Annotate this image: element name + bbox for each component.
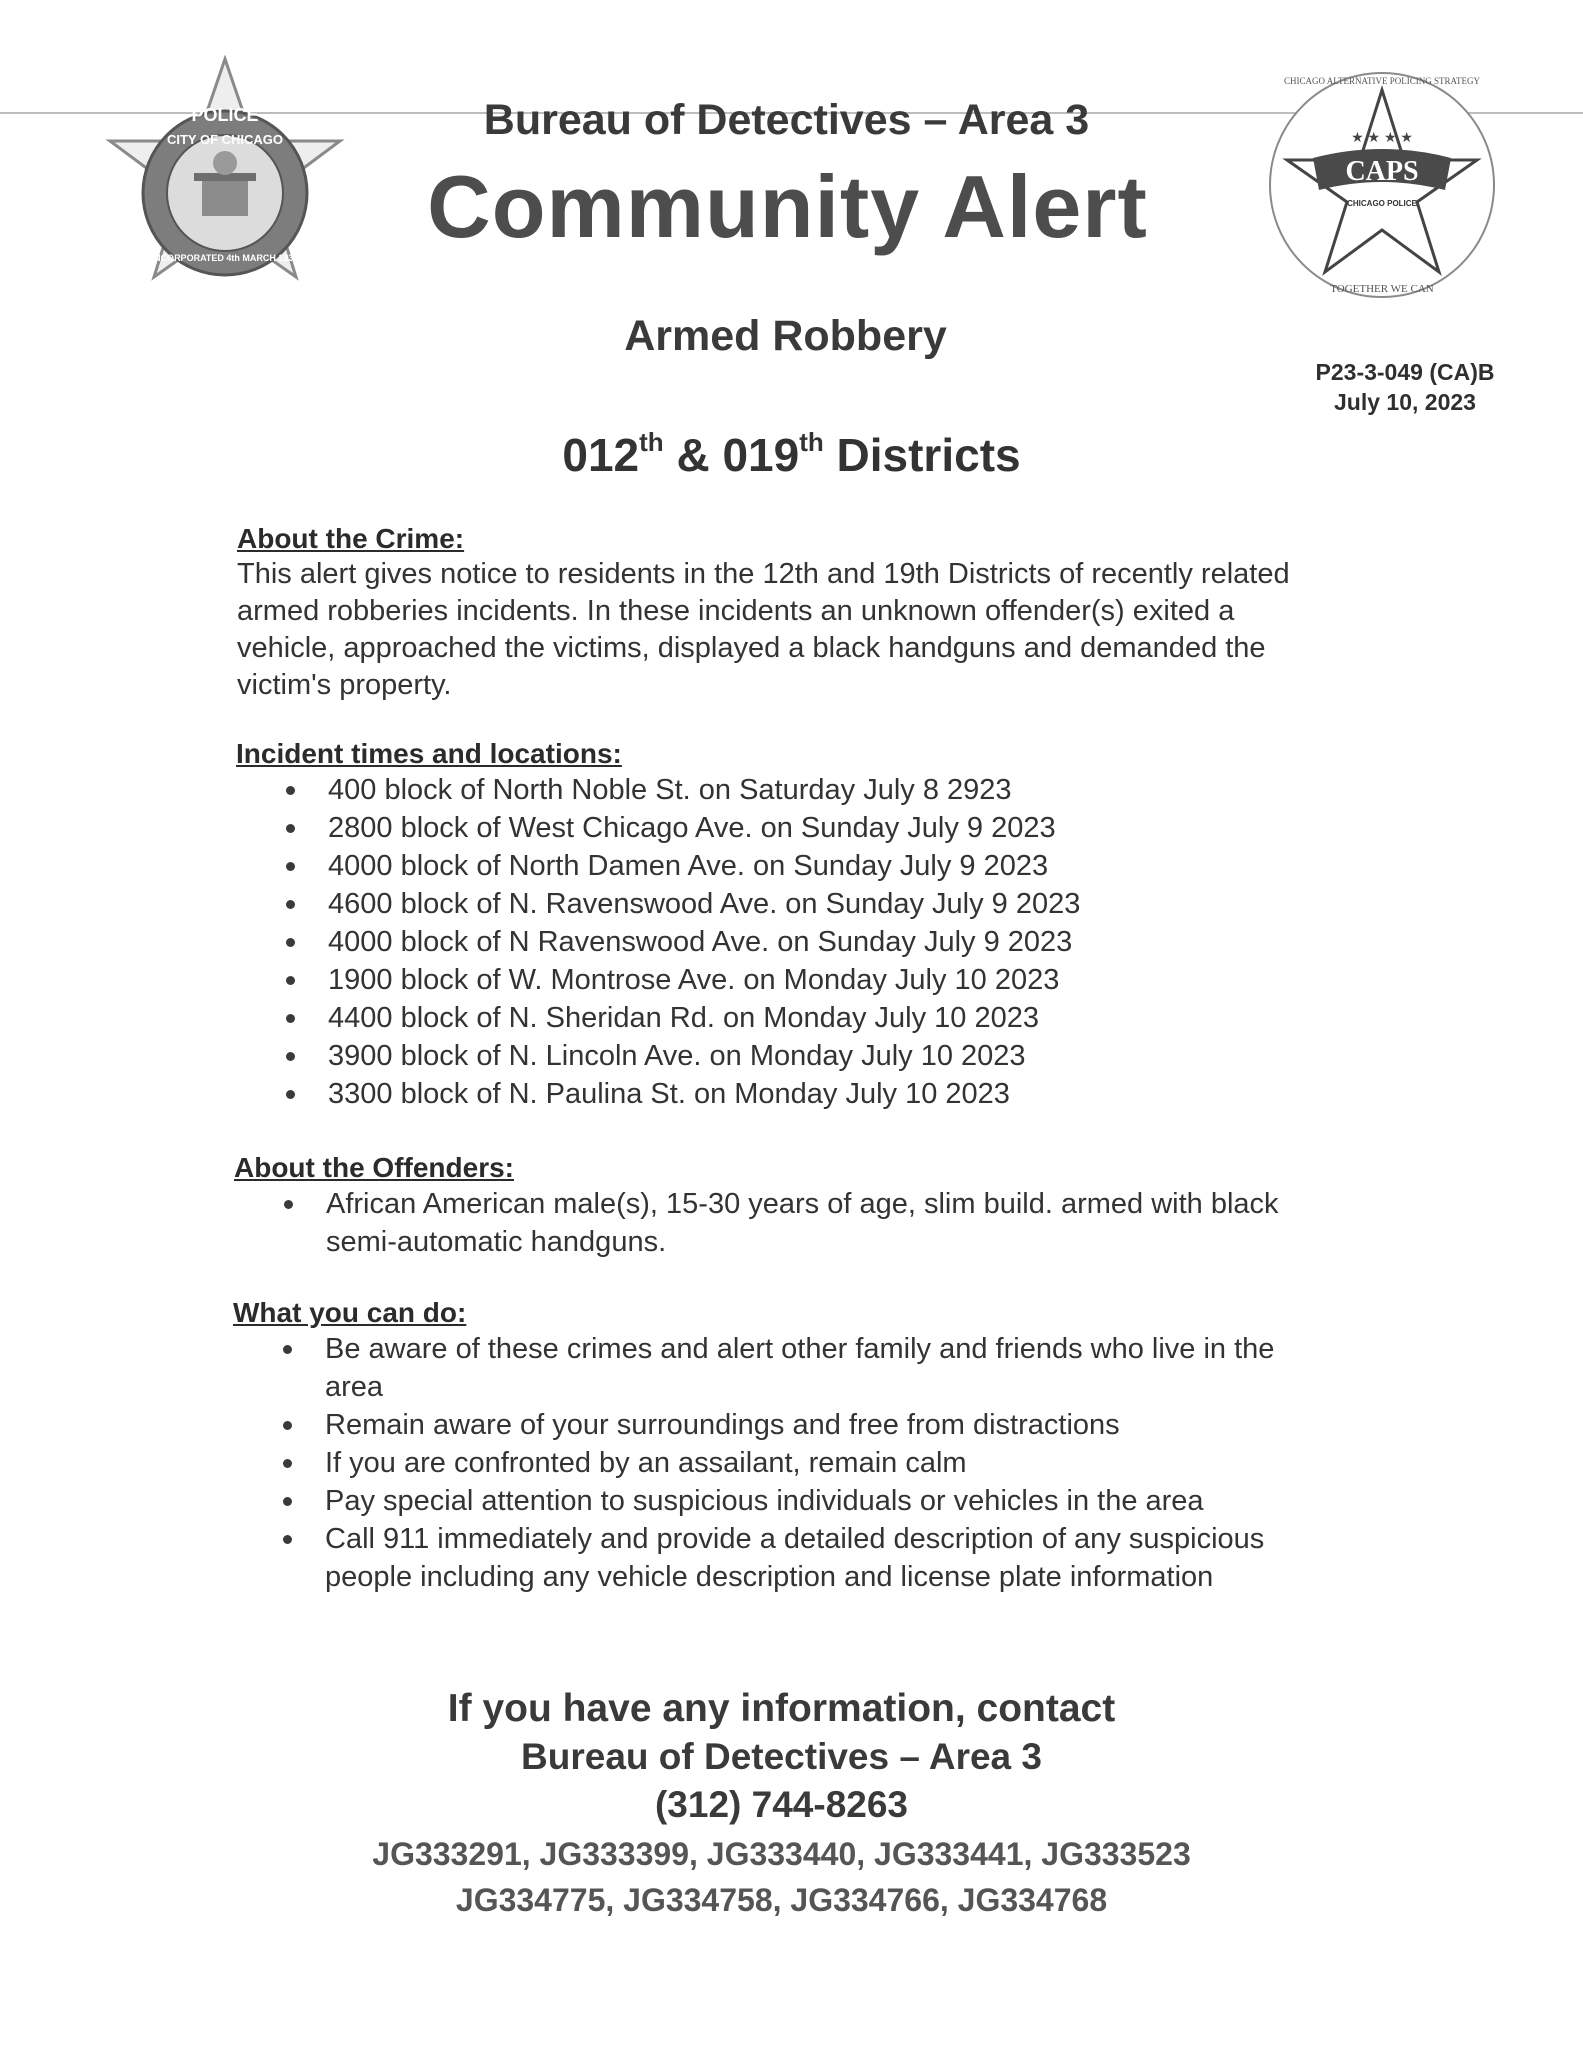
about-crime-section (237, 522, 1397, 704)
contact-block (0, 1685, 1583, 1921)
what-to-do-list (233, 1330, 1393, 1596)
district-second-suffix: th (799, 427, 824, 457)
contact-intro: If you have any information, contact (447, 1687, 1116, 1730)
what-to-do-section (233, 1296, 1393, 1596)
bullet-icon (286, 1090, 295, 1099)
incident-text: 4000 block of N Ravenswood Ave. on Sunday July 9 2023 (328, 926, 1073, 958)
list-item (236, 999, 1396, 1037)
case-reference (1290, 357, 1520, 417)
incidents-section (236, 737, 1396, 1113)
bullet-icon (286, 1014, 295, 1023)
list-item (233, 1444, 1393, 1482)
crime-type: Armed Robbery (624, 312, 947, 360)
alert-date: July 10, 2023 (1334, 389, 1476, 415)
district-first: 012 (562, 429, 640, 481)
bullet-icon (286, 786, 295, 795)
bullet-icon (283, 1459, 292, 1468)
bullet-icon (286, 862, 295, 871)
about-crime-heading: About the Crime: (237, 523, 465, 554)
incident-text: 4000 block of North Damen Ave. on Sunday July 9 2023 (328, 850, 1049, 882)
what-to-do-heading: What you can do: (233, 1297, 467, 1328)
bullet-icon (283, 1345, 292, 1354)
bullet-icon (283, 1535, 292, 1544)
tip-text: Pay special attention to suspicious individuals or vehicles in the area (325, 1485, 1204, 1517)
district-second: 019 (722, 429, 800, 481)
bullet-icon (283, 1497, 292, 1506)
badge-lower-text: INCORPORATED 4th MARCH 1837 (151, 253, 299, 263)
list-item (236, 771, 1396, 809)
badge-ring-text: CITY OF CHICAGO (166, 132, 284, 147)
tip-text-cont: people including any vehicle description and license plate information (325, 1561, 1214, 1593)
about-crime-line: This alert gives notice to residents in the 12th and 19th Districts of recently related (237, 558, 1290, 590)
caps-banner-text: CAPS (1345, 156, 1419, 187)
bullet-icon (286, 938, 295, 947)
about-crime-line: victim's property. (237, 669, 452, 701)
district-joiner: & (663, 429, 723, 481)
incident-text: 400 block of North Noble St. on Saturday July 8 2923 (328, 774, 1012, 806)
incident-text: 1900 block of W. Montrose Ave. on Monday July 10 2023 (328, 964, 1060, 996)
incidents-list (236, 771, 1396, 1113)
list-item (234, 1185, 1394, 1261)
about-crime-line: armed robberies incidents. In these incidents an unknown offender(s) exited a (237, 595, 1235, 627)
list-item (233, 1520, 1393, 1596)
incident-text: 2800 block of West Chicago Ave. on Sunday July 9 2023 (328, 812, 1056, 844)
bullet-icon (286, 976, 295, 985)
tip-text: Call 911 immediately and provide a detailed description of any suspicious (325, 1523, 1265, 1555)
tip-text: If you are confronted by an assailant, remain calm (325, 1447, 967, 1479)
list-item (233, 1406, 1393, 1444)
bureau-heading: Bureau of Detectives – Area 3 (483, 96, 1090, 144)
caps-ring-bottom-text: TOGETHER WE CAN (1330, 283, 1434, 295)
list-item (233, 1330, 1393, 1406)
incident-text: 4400 block of N. Sheridan Rd. on Monday July 10 2023 (328, 1002, 1039, 1034)
offenders-list (234, 1185, 1394, 1261)
incident-text: 4600 block of N. Ravenswood Ave. on Sunday July 9 2023 (328, 888, 1081, 920)
case-numbers-line: JG334775, JG334758, JG334766, JG334768 (455, 1882, 1108, 1918)
offender-text-cont: semi-automatic handguns. (326, 1226, 667, 1258)
offenders-heading: About the Offenders: (234, 1152, 514, 1183)
list-item (236, 1037, 1396, 1075)
list-item (236, 1075, 1396, 1113)
offender-text: African American male(s), 15-30 years of age, slim build. armed with black (326, 1188, 1279, 1220)
bullet-icon (286, 900, 295, 909)
districts-heading (0, 428, 1583, 482)
list-item (236, 885, 1396, 923)
bullet-icon (286, 824, 295, 833)
contact-phone-number: (312) 744-8263 (654, 1784, 909, 1825)
incident-text: 3900 block of N. Lincoln Ave. on Monday July 10 2023 (328, 1040, 1026, 1072)
bullet-icon (283, 1421, 292, 1430)
caps-ring-top-text: CHICAGO ALTERNATIVE POLICING STRATEGY (1284, 76, 1480, 86)
bullet-icon (286, 1052, 295, 1061)
case-numbers-line: JG333291, JG333399, JG333440, JG333441, JG333523 (372, 1836, 1191, 1872)
caps-stars: ★ ★ ★ ★ (1351, 129, 1413, 145)
bullet-icon (284, 1200, 293, 1209)
list-item (236, 961, 1396, 999)
incidents-heading: Incident times and locations: (236, 738, 622, 769)
about-crime-line: vehicle, approached the victims, displayed a black handguns and demanded the (237, 632, 1266, 664)
badge-top-text: POLICE (191, 105, 259, 125)
list-item (236, 809, 1396, 847)
contact-phone (0, 1781, 1563, 1829)
tip-text: Remain aware of your surroundings and free from distractions (325, 1409, 1120, 1441)
offenders-section (234, 1151, 1394, 1261)
caps-sub-text: CHICAGO POLICE (1347, 199, 1417, 208)
district-rest: Districts (823, 429, 1021, 481)
list-item (233, 1482, 1393, 1520)
list-item (236, 923, 1396, 961)
tip-text-cont: area (325, 1371, 384, 1403)
case-number: P23-3-049 (CA)B (1315, 359, 1495, 385)
incident-text: 3300 block of N. Paulina St. on Monday July 10 2023 (328, 1078, 1010, 1110)
list-item (236, 847, 1396, 885)
district-first-suffix: th (639, 427, 664, 457)
tip-text: Be aware of these crimes and alert other family and friends who live in the (325, 1333, 1275, 1365)
contact-bureau: Bureau of Detectives – Area 3 (521, 1736, 1042, 1777)
alert-title: Community Alert (427, 157, 1148, 256)
